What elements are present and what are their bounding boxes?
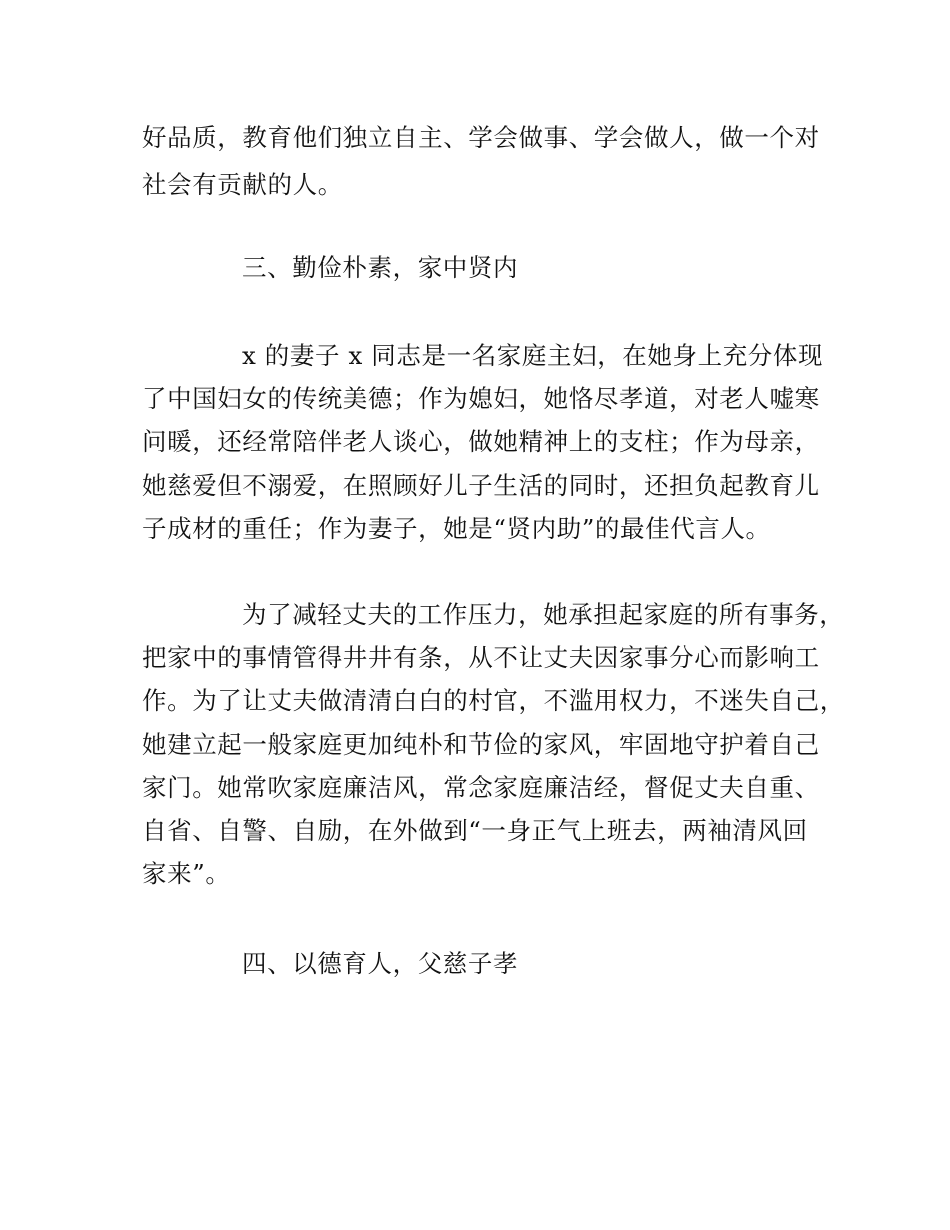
paragraph-line: 为了减轻丈夫的工作压力，她承担起家庭的所有事务， bbox=[242, 600, 845, 629]
section-heading-4: 四、以德育人，父慈子孝 bbox=[242, 949, 519, 978]
paragraph-line: 自省、自警、自励，在外做到“一身正气上班去，两袖清风回 bbox=[142, 816, 808, 845]
paragraph-line: 子成材的重任；作为妻子，她是“贤内助”的最佳代言人。 bbox=[142, 514, 771, 543]
paragraph-line: 家门。她常吹家庭廉洁风，常念家庭廉洁经，督促丈夫自重、 bbox=[142, 773, 820, 802]
paragraph-line: 问暖，还经常陪伴老人谈心，做她精神上的支柱；作为母亲， bbox=[142, 427, 820, 456]
paragraph-continuation-line: 社会有贡献的人。 bbox=[142, 170, 343, 199]
paragraph-line: 她慈爱但不溺爱，在照顾好儿子生活的同时，还担负起教育儿 bbox=[142, 471, 820, 500]
paragraph-continuation-line: 好品质，教育他们独立自主、学会做事、学会做人，做一个对 bbox=[142, 123, 820, 152]
paragraph-line: 作。为了让丈夫做清清白白的村官，不滥用权力，不迷失自己， bbox=[142, 686, 845, 715]
section-heading-3: 三、勤俭朴素，家中贤内 bbox=[242, 253, 519, 282]
paragraph-line: x 的妻子 x 同志是一名家庭主妇，在她身上充分体现 bbox=[242, 341, 824, 370]
paragraph-line: 了中国妇女的传统美德；作为媳妇，她恪尽孝道，对老人嘘寒 bbox=[142, 384, 820, 413]
paragraph-line: 家来”。 bbox=[142, 859, 231, 888]
paragraph-line: 她建立起一般家庭更加纯朴和节俭的家风，牢固地守护着自己 bbox=[142, 730, 820, 759]
paragraph-line: 把家中的事情管得井井有条，从不让丈夫因家事分心而影响工 bbox=[142, 643, 820, 672]
